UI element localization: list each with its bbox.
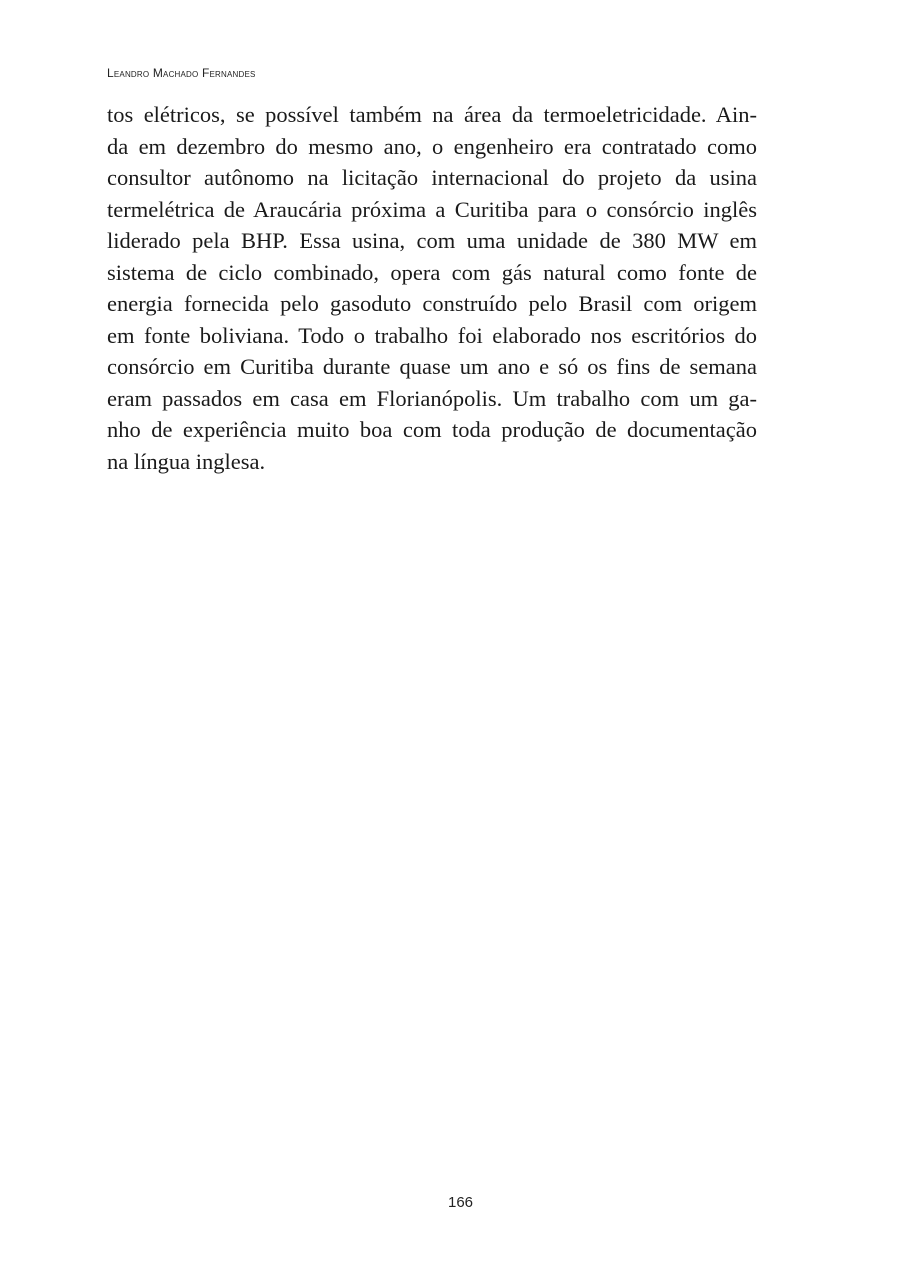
- page-number: 166: [447, 1194, 474, 1211]
- text-line: em fonte boliviana. Todo o trabalho foi elaborado nos escritórios do: [107, 322, 757, 348]
- text-line: energia fornecida pelo gasoduto construído pelo Brasil com origem: [107, 291, 757, 316]
- text-line: da em dezembro do mesmo ano, o engenheiro era contratado como: [107, 133, 757, 159]
- text-line: termelétrica de Araucária próxima a Curitiba para o consórcio inglês: [107, 196, 757, 222]
- text-line: consórcio em Curitiba durante quase um ano e só os fins de semana: [107, 354, 757, 379]
- text-line: na língua inglesa.: [107, 448, 266, 474]
- text-line: tos elétricos, se possível também na área da termoeletricidade. Ain-: [107, 102, 757, 127]
- body-paragraph: [107, 99, 757, 477]
- text-line: sistema de ciclo combinado, opera com gás natural como fonte de: [107, 259, 757, 285]
- text-line: liderado pela BHP. Essa usina, com uma unidade de 380 MW em: [107, 228, 757, 253]
- text-line: eram passados em casa em Florianópolis. Um trabalho com um ga-: [107, 385, 757, 411]
- text-line: consultor autônomo na licitação internacional do projeto da usina: [107, 165, 757, 190]
- running-header-author: Leandro Machado Fernandes: [107, 66, 256, 80]
- text-line: nho de experiência muito boa com toda produção de documentação: [107, 417, 757, 442]
